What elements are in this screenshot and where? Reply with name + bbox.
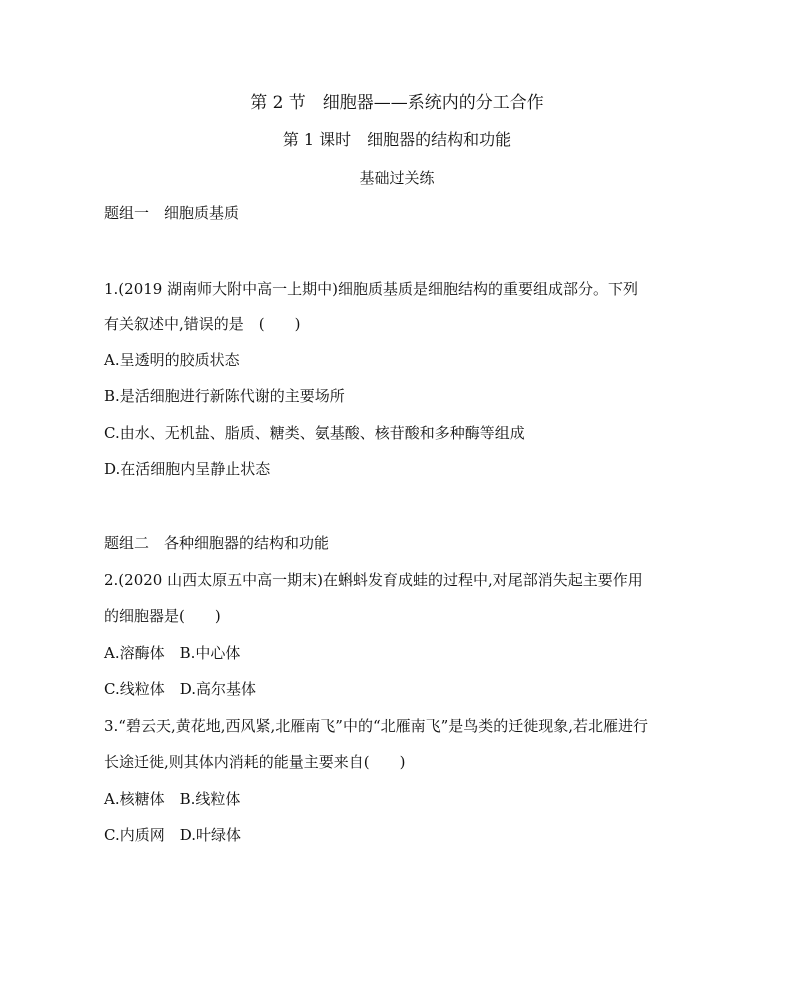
q1-option-c: C.由水、无机盐、脂质、糖类、氨基酸、核苷酸和多种酶等组成 [104,424,525,442]
q3-options-row1: A.核糖体 B.线粒体 [104,790,241,808]
q3-options-row2: C.内质网 D.叶绿体 [104,826,241,844]
q2-options-row1: A.溶酶体 B.中心体 [104,644,241,662]
group2-title: 题组二 各种细胞器的结构和功能 [104,534,330,552]
q2-stem-line1: 2.(2020 山西太原五中高一期末)在蝌蚪发育成蛙的过程中,对尾部消失起主要作用 [104,571,643,589]
q2-stem-line2: 的细胞器是( ) [104,607,221,625]
q3-stem-line1: 3.“碧云天,黄花地,西风紧,北雁南飞”中的“北雁南飞”是鸟类的迁徙现象,若北雁进行 [104,717,649,735]
q3-stem-line2: 长途迁徙,则其体内消耗的能量主要来自( ) [104,753,406,771]
q1-option-d: D.在活细胞内呈静止状态 [104,460,271,478]
lesson-title: 第 1 课时 细胞器的结构和功能 [282,130,512,149]
q1-option-b: B.是活细胞进行新陈代谢的主要场所 [104,387,345,405]
group1-title: 题组一 细胞质基质 [104,204,240,222]
q1-stem-line2: 有关叙述中,错误的是 ( ) [104,315,301,333]
section-title: 第 2 节 细胞器——系统内的分工合作 [250,93,544,113]
exercise-label: 基础过关练 [359,169,435,187]
q2-options-row2: C.线粒体 D.高尔基体 [104,680,256,698]
q1-stem-line1: 1.(2019 湖南师大附中高一上期中)细胞质基质是细胞结构的重要组成部分。下列 [104,280,638,298]
q1-option-a: A.呈透明的胶质状态 [104,351,240,369]
